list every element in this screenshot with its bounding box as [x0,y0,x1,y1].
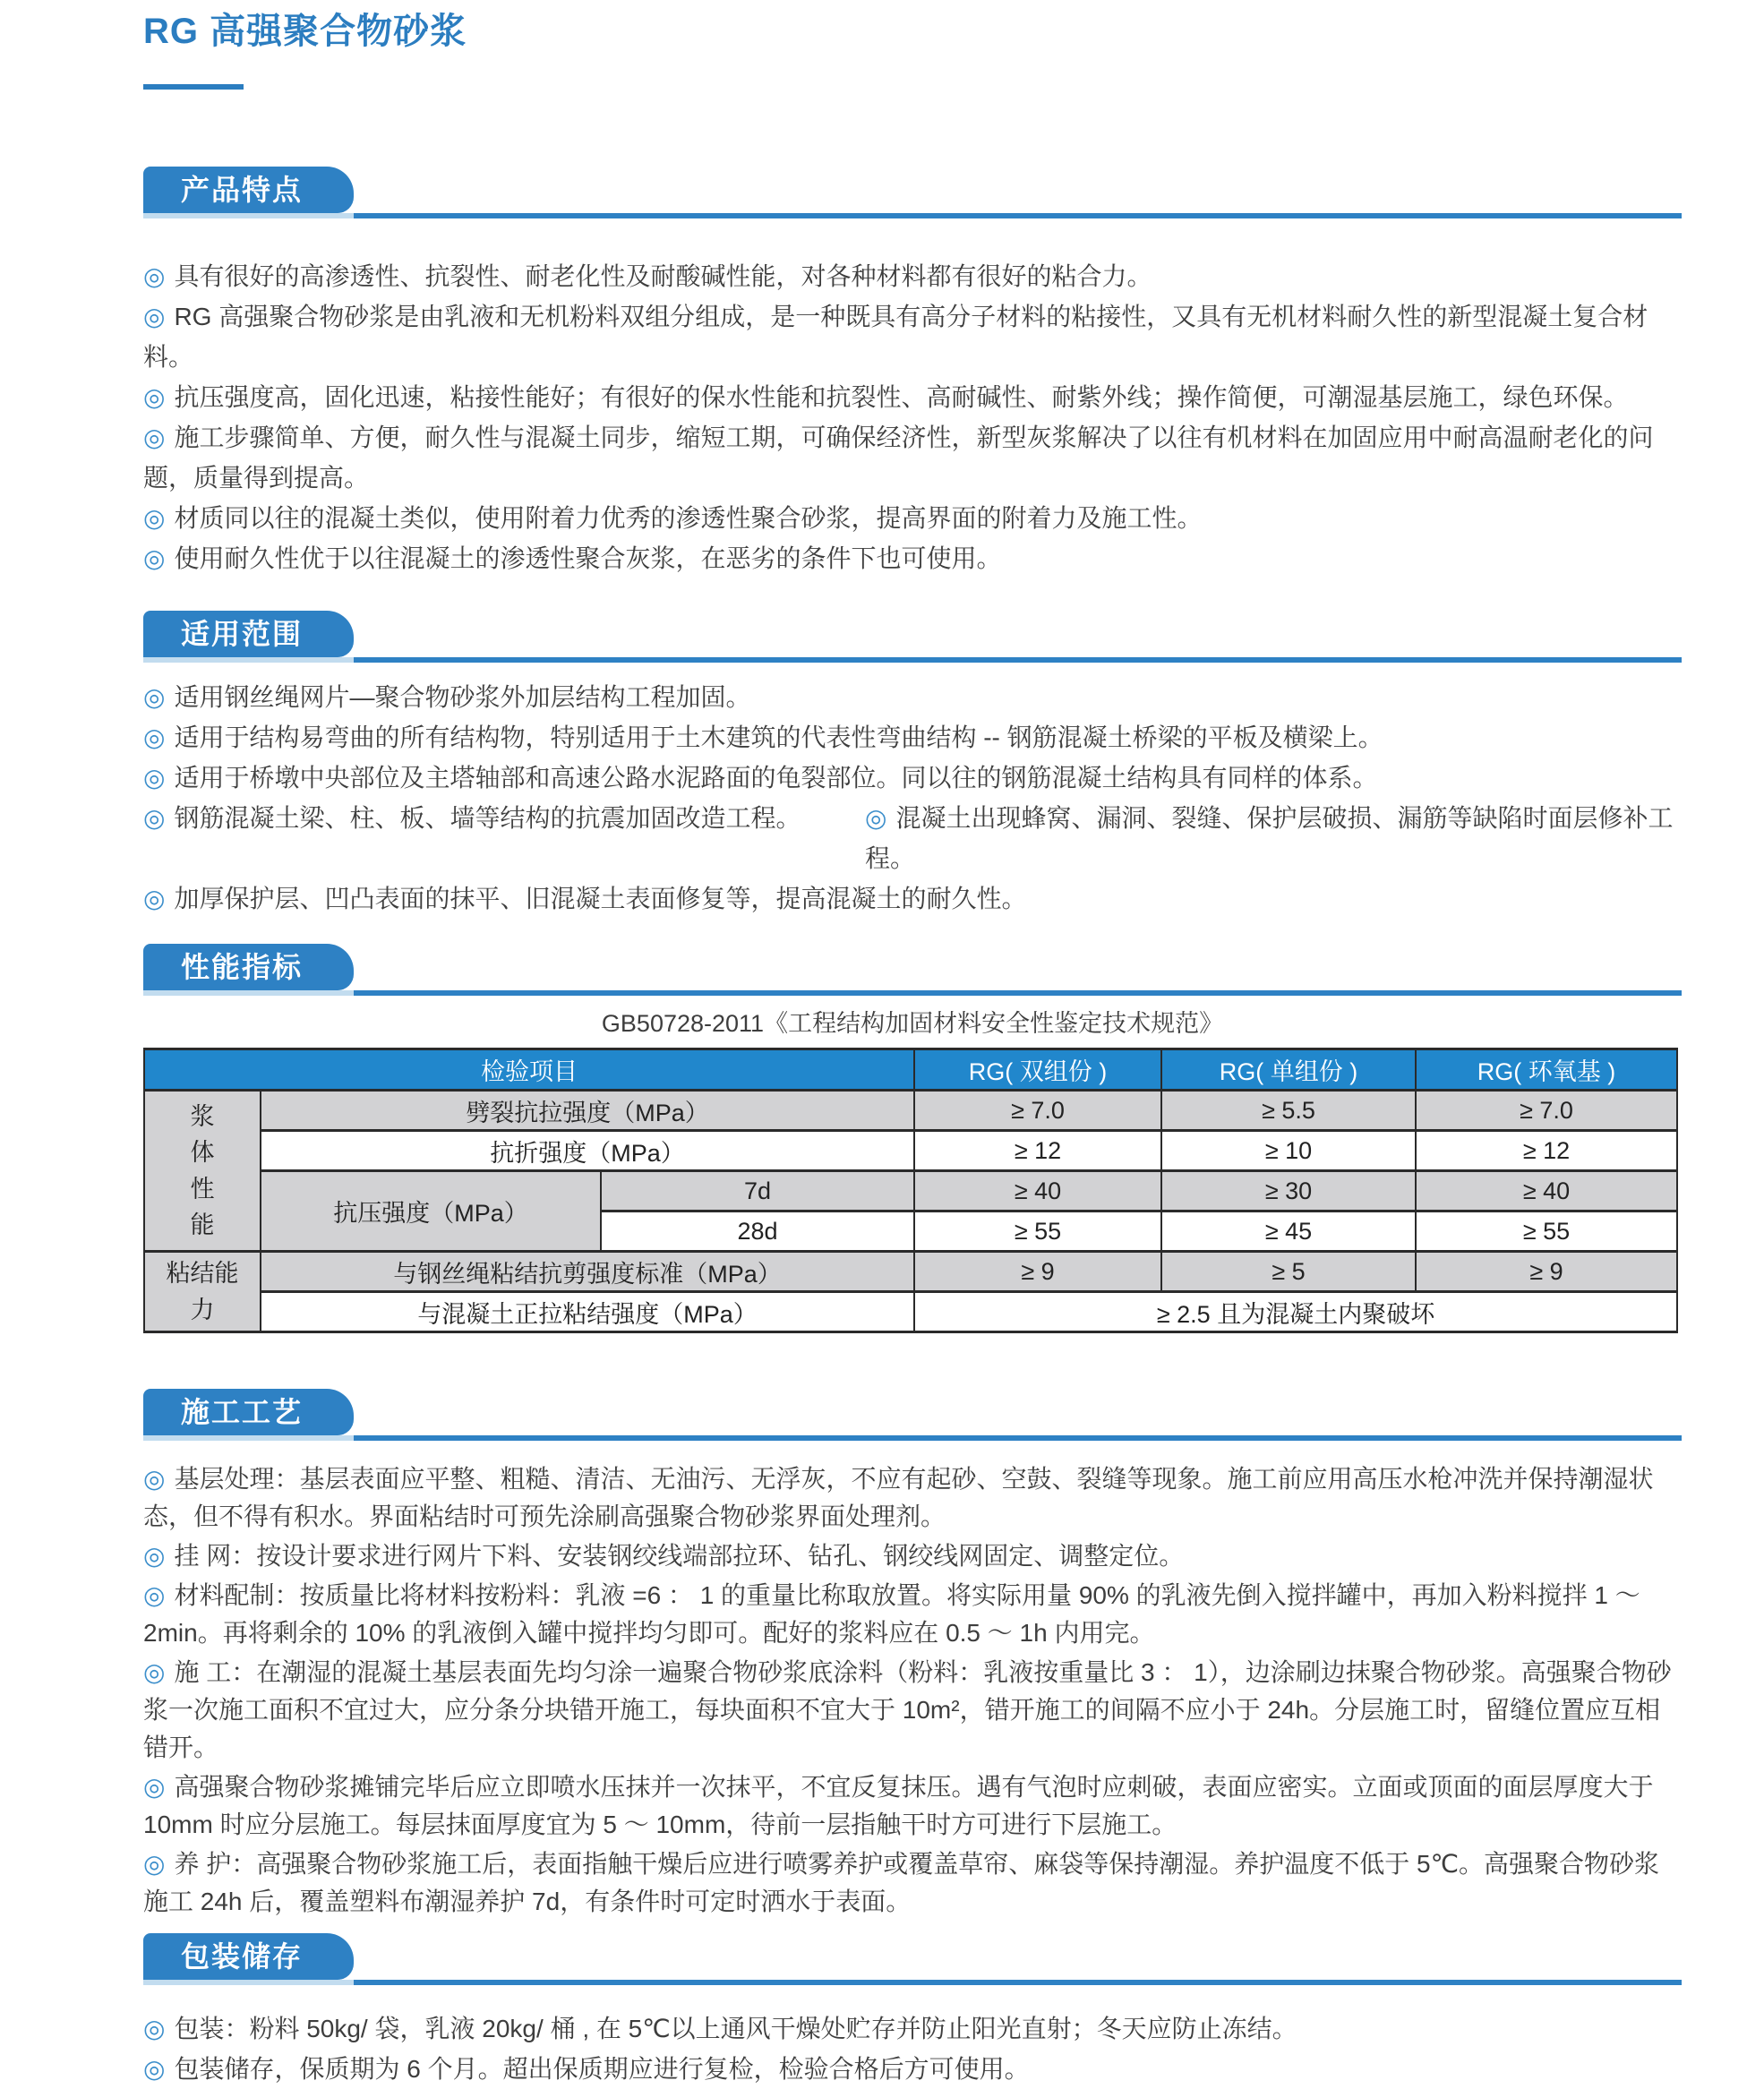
list-item [865,798,1682,878]
section-banner-features: 产品特点 [143,167,354,213]
list-item [143,296,1682,377]
table-row [144,1292,1677,1332]
list-item [143,1460,1682,1536]
list-item-text: 混凝土出现蜂窝、漏洞、裂缝、保护层破损、漏筋等缺陷时面层修补工程。 [865,804,1674,872]
bullseye-bullet-icon: ◎ [143,504,166,532]
list-item [143,1537,1682,1575]
list-item [143,256,1682,296]
sub-label-cell: 7d [601,1171,914,1211]
section-header-construction [143,1389,1682,1441]
bullseye-bullet-icon: ◎ [143,1581,166,1609]
storage-list [143,2008,1682,2089]
section-rule [143,1980,1682,1985]
performance-table [143,1048,1678,1333]
bullseye-bullet-icon: ◎ [143,885,166,912]
list-item-text: 施工步骤简单、方便，耐久性与混凝土同步，缩短工期，可确保经济性，新型灰浆解决了以往有机材料在加固应用中耐高温耐老化的问题，质量得到提高。 [143,424,1654,492]
bullseye-bullet-icon: ◎ [143,1542,166,1570]
row-label-cell: 抗压强度（MPa） [261,1171,601,1252]
value-cell: ≥ 9 [1416,1252,1677,1292]
row-label-cell: 与混凝土正拉粘结强度（MPa） [261,1292,914,1332]
table-header-cell: RG( 双组份 ) [914,1049,1161,1091]
bullseye-bullet-icon: ◎ [143,383,166,411]
section-rule [143,1435,1682,1441]
value-cell: ≥ 30 [1161,1171,1416,1211]
section-rule-dark-segment [354,990,1682,996]
list-item [143,498,1682,538]
list-item [143,717,1682,758]
bullseye-bullet-icon: ◎ [865,804,887,832]
list-item [143,1577,1682,1652]
table-row [144,1131,1677,1171]
list-item-text: 具有很好的高渗透性、抗裂性、耐老化性及耐酸碱性能，对各种材料都有很好的粘合力。 [174,262,1152,290]
list-item-text: 挂 网：按设计要求进行网片下料、安装钢绞线端部拉环、钻孔、钢绞线网固定、调整定位。 [174,1542,1185,1570]
table-row [144,1252,1677,1292]
value-cell: ≥ 7.0 [914,1091,1161,1131]
table-row [144,1171,1677,1211]
bullseye-bullet-icon: ◎ [143,764,166,792]
value-cell: ≥ 55 [914,1211,1161,1252]
list-item-double [143,798,1682,878]
section-header-scope [143,611,1682,663]
section-rule-dark-segment [354,1980,1682,1985]
list-item-text: 使用耐久性优于以往混凝土的渗透性聚合灰浆，在恶劣的条件下也可使用。 [174,544,1002,572]
section-rule-light-segment [143,990,354,996]
list-item-text: 适用于桥墩中央部位及主塔轴部和高速公路水泥路面的龟裂部位。同以往的钢筋混凝土结构具有同样的体系。 [174,764,1378,792]
table-header-cell: RG( 单组份 ) [1161,1049,1416,1091]
value-cell: ≥ 5.5 [1161,1091,1416,1131]
value-cell: ≥ 12 [914,1131,1161,1171]
section-banner-performance: 性能指标 [143,944,354,990]
bullseye-bullet-icon: ◎ [143,723,166,751]
row-label-cell: 与钢丝绳粘结抗剪强度标准（MPa） [261,1252,914,1292]
row-label-cell: 劈裂抗拉强度（MPa） [261,1091,914,1131]
page-title: RG 高强聚合物砂浆 [143,12,467,51]
value-cell: ≥ 45 [1161,1211,1416,1252]
row-group-cell [144,1091,261,1252]
section-rule [143,990,1682,996]
table-header-row [144,1049,1677,1091]
section-rule-light-segment [143,1435,354,1441]
list-item [143,2008,1682,2049]
section-banner-storage: 包装储存 [143,1933,354,1980]
section-rule-light-segment [143,1980,354,1985]
list-item-text: 基层处理：基层表面应平整、粗糙、清洁、无油污、无浮灰，不应有起砂、空鼓、裂缝等现象。施工前应用高压水枪冲洗并保持潮湿状态，但不得有积水。界面粘结时可预先涂刷高强聚合物砂浆界面处理剂。 [143,1465,1654,1530]
section-rule-dark-segment [354,657,1682,663]
list-item [143,1654,1682,1767]
list-item-text: 适用钢丝绳网片—聚合物砂浆外加层结构工程加固。 [174,683,751,711]
table-header-cell: RG( 环氧基 ) [1416,1049,1677,1091]
list-item-text: 高强聚合物砂浆摊铺完毕后应立即喷水压抹并一次抹平，不宜反复抹压。遇有气泡时应刺破，表面应密实。立面或顶面的面层厚度大于 10mm 时应分层施工。每层抹面厚度宜为 5 ～ 10mm，待前一层指触干时方可进行下层施工。 [143,1773,1654,1838]
row-group-label: 浆体性能 [190,1102,215,1238]
table-header-cell: 检验项目 [144,1049,914,1091]
table-row [144,1091,1677,1131]
section-rule [143,213,1682,218]
list-item [143,758,1682,798]
list-item-text: 加厚保护层、凹凸表面的抹平、旧混凝土表面修复等，提高混凝土的耐久性。 [174,885,1027,912]
value-cell: ≥ 12 [1416,1131,1677,1171]
title-underline-rule [143,84,244,90]
value-cell: ≥ 7.0 [1416,1091,1677,1131]
bullseye-bullet-icon: ◎ [143,683,166,711]
list-item [143,1845,1682,1921]
section-header-features [143,167,1682,218]
list-item-text: 包装：粉料 50kg/ 袋，乳液 20kg/ 桶 , 在 5℃以上通风干燥处贮存并防止阳光直射；冬天应防止冻结。 [174,2015,1297,2042]
value-cell: ≥ 10 [1161,1131,1416,1171]
bullseye-bullet-icon: ◎ [143,303,166,330]
list-item-text: 钢筋混凝土梁、柱、板、墙等结构的抗震加固改造工程。 [174,804,801,832]
row-label-cell: 抗折强度（MPa） [261,1131,914,1171]
section-rule-light-segment [143,213,354,218]
bullseye-bullet-icon: ◎ [143,804,166,832]
construction-section [143,1460,1682,1921]
list-item-text: 适用于结构易弯曲的所有结构物，特别适用于土木建筑的代表性弯曲结构 -- 钢筋混凝土桥梁的平板及横梁上。 [174,723,1383,751]
section-rule-light-segment [143,657,354,663]
value-cell: ≥ 9 [914,1252,1161,1292]
section-rule-dark-segment [354,213,1682,218]
value-cell: ≥ 55 [1416,1211,1677,1252]
row-group-label: 粘结能力 [166,1260,239,1323]
bullseye-bullet-icon: ◎ [143,1773,166,1801]
section-rule-dark-segment [354,1435,1682,1441]
sub-label-cell: 28d [601,1211,914,1252]
section-banner-construction: 施工工艺 [143,1389,354,1435]
value-cell: ≥ 5 [1161,1252,1416,1292]
list-item [143,878,1682,919]
section-banner-scope: 适用范围 [143,611,354,657]
bullseye-bullet-icon: ◎ [143,2055,166,2083]
bullseye-bullet-icon: ◎ [143,2015,166,2042]
list-item [143,538,1682,578]
bullseye-bullet-icon: ◎ [143,544,166,572]
list-item [143,798,865,878]
list-item [143,377,1682,417]
list-item [143,1768,1682,1844]
value-cell: ≥ 40 [1416,1171,1677,1211]
features-list [143,256,1682,578]
bullseye-bullet-icon: ◎ [143,1658,166,1686]
row-group-cell [144,1252,261,1332]
merged-value-cell: ≥ 2.5 且为混凝土内聚破坏 [914,1292,1677,1332]
table-caption: GB50728-2011《工程结构加固材料安全性鉴定技术规范》 [601,1010,1224,1037]
bullseye-bullet-icon: ◎ [143,1465,166,1493]
scope-list [143,677,1682,919]
list-item [143,417,1682,498]
list-item [143,677,1682,717]
section-rule [143,657,1682,663]
list-item-text: 包装储存，保质期为 6 个月。超出保质期应进行复检，检验合格后方可使用。 [174,2055,1030,2083]
bullseye-bullet-icon: ◎ [143,262,166,290]
section-header-performance [143,944,1682,996]
list-item-text: 材料配制：按质量比将材料按粉料：乳液 =6 ： 1 的重量比称取放置。将实际用量 90% 的乳液先倒入搅拌罐中，再加入粉料搅拌 1 ～ 2min。再将剩余的 10% 的乳液倒入罐中搅拌均匀即可。配好的浆料应在 0.5 ～ 1h 内用完。 [143,1581,1640,1647]
bullseye-bullet-icon: ◎ [143,424,166,451]
list-item-text: 抗压强度高，固化迅速，粘接性能好；有很好的保水性能和抗裂性、高耐碱性、耐紫外线；操作简便，可潮湿基层施工，绿色环保。 [174,383,1629,411]
list-item-text: RG 高强聚合物砂浆是由乳液和无机粉料双组分组成，是一种既具有高分子材料的粘接性，又具有无机材料耐久性的新型混凝土复合材料。 [143,303,1648,371]
list-item-text: 养 护：高强聚合物砂浆施工后，表面指触干燥后应进行喷雾养护或覆盖草帘、麻袋等保持潮湿。养护温度不低于 5℃。高强聚合物砂浆施工 24h 后，覆盖塑料布潮湿养护 7d，有条件时可定时洒水于表面。 [143,1850,1660,1915]
list-item-text: 材质同以往的混凝土类似，使用附着力优秀的渗透性聚合砂浆，提高界面的附着力及施工性。 [174,504,1203,532]
construction-list [143,1460,1682,1921]
section-header-storage [143,1933,1682,1985]
value-cell: ≥ 40 [914,1171,1161,1211]
list-item [143,2049,1682,2089]
list-item-text: 施 工：在潮湿的混凝土基层表面先均匀涂一遍聚合物砂浆底涂料（粉料：乳液按重量比 3 ： 1），边涂刷边抹聚合物砂浆。高强聚合物砂浆一次施工面积不宜过大，应分条分块错开施工，每块面积不宜大于 10m²，错开施工的间隔不应小于 24h。分层施工时，留缝位置应互相错开。 [143,1658,1672,1761]
bullseye-bullet-icon: ◎ [143,1850,166,1878]
